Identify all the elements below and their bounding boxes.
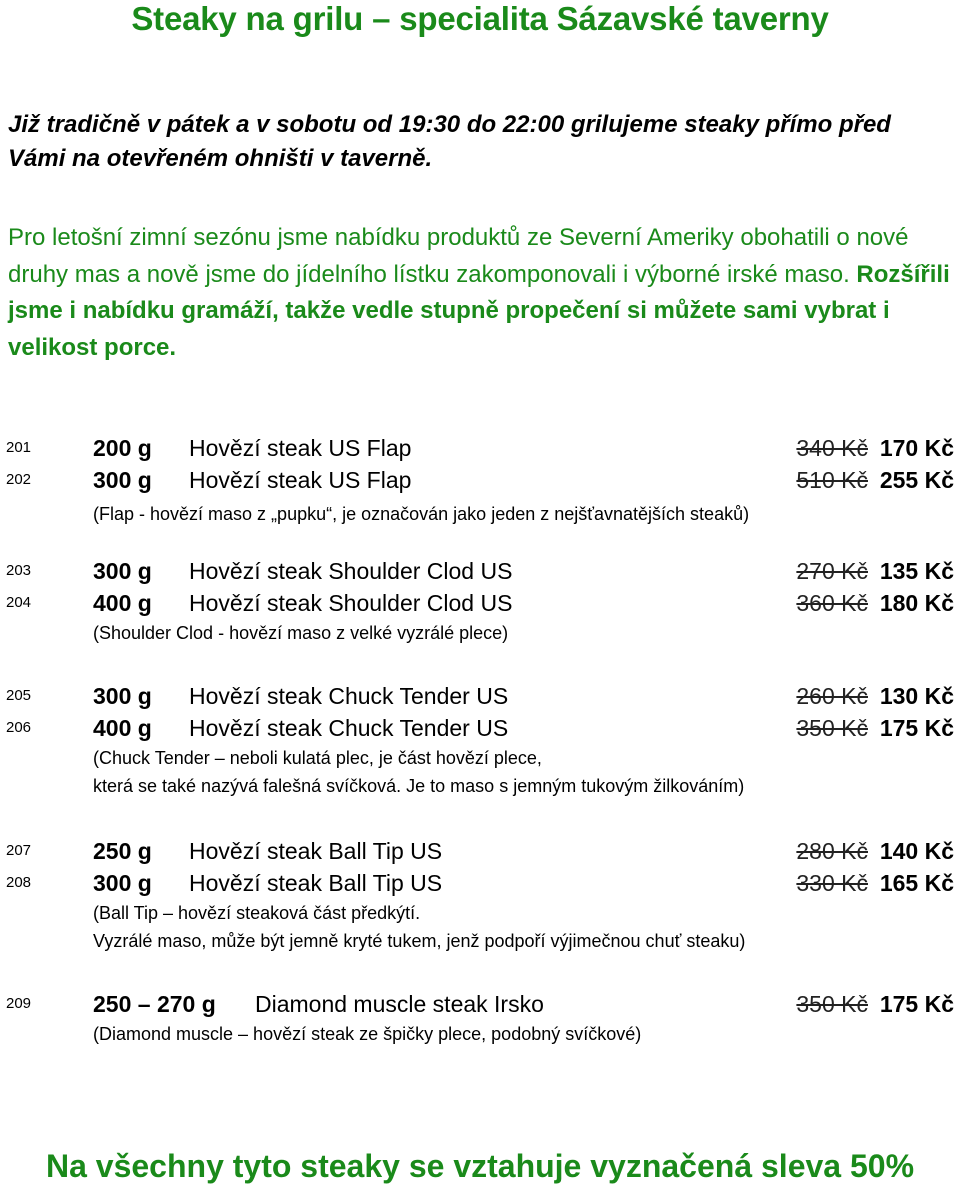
item-weight: 200 g	[93, 435, 152, 461]
item-weight: 300 g	[93, 683, 152, 709]
item-code: 209	[6, 995, 32, 1012]
item-code: 206	[6, 719, 32, 736]
menu-item	[0, 867, 960, 899]
item-note: která se také nazývá falešná svíčková. Je to maso s jemným tukovým žilkováním)	[93, 776, 745, 796]
item-name: Hovězí steak Chuck Tender US	[189, 715, 509, 741]
item-note: (Ball Tip – hovězí steaková část předkýtí.	[93, 903, 421, 923]
item-new-price: 175 Kč	[879, 991, 954, 1017]
item-code: 201	[6, 439, 32, 456]
season-paragraph-text: Pro letošní zimní sezónu jsme nabídku produktů ze Severní Ameriky obohatili o nové druhy mas a nově jsme do jídelního lístku zakomponovali i výborné irské maso.	[8, 224, 909, 288]
item-new-price: 180 Kč	[879, 590, 954, 616]
item-weight: 300 g	[93, 870, 152, 896]
item-old-price: 350 Kč	[796, 715, 868, 741]
menu-item	[0, 680, 960, 712]
discount-footer: Na všechny tyto steaky se vztahuje vyznačená sleva 50%	[45, 1148, 915, 1184]
item-new-price: 170 Kč	[879, 435, 954, 461]
item-old-price: 270 Kč	[796, 558, 868, 584]
item-note: (Shoulder Clod - hovězí maso z velké vyzrálé plece)	[93, 623, 509, 643]
item-name: Hovězí steak US Flap	[189, 467, 412, 493]
item-note: Vyzrálé maso, může být jemně kryté tukem, jenž podpoří výjimečnou chuť steaku)	[93, 931, 746, 951]
item-old-price: 350 Kč	[796, 991, 868, 1017]
item-code: 208	[6, 874, 32, 891]
item-old-price: 280 Kč	[796, 838, 868, 864]
item-name: Hovězí steak Ball Tip US	[189, 870, 443, 896]
menu-item	[0, 835, 960, 867]
item-name: Hovězí steak US Flap	[189, 435, 412, 461]
item-code: 204	[6, 594, 32, 611]
item-code: 207	[6, 842, 32, 859]
item-weight: 300 g	[93, 558, 152, 584]
menu-item	[0, 464, 960, 496]
item-code: 205	[6, 687, 32, 704]
item-code: 202	[6, 471, 32, 488]
item-new-price: 130 Kč	[879, 683, 954, 709]
menu-item	[0, 988, 960, 1020]
item-code: 203	[6, 562, 32, 579]
item-name: Hovězí steak Chuck Tender US	[189, 683, 509, 709]
item-note: (Chuck Tender – neboli kulatá plec, je část hovězí plece,	[93, 748, 542, 768]
item-name: Hovězí steak Shoulder Clod US	[189, 590, 513, 616]
item-weight: 250 – 270 g	[93, 991, 216, 1017]
item-weight: 400 g	[93, 715, 152, 741]
item-weight: 300 g	[93, 467, 152, 493]
item-weight: 250 g	[93, 838, 152, 864]
item-weight: 400 g	[93, 590, 152, 616]
item-new-price: 140 Kč	[879, 838, 954, 864]
item-note: (Diamond muscle – hovězí steak ze špičky plece, podobný svíčkové)	[93, 1024, 642, 1044]
item-old-price: 360 Kč	[796, 590, 868, 616]
page-title: Steaky na grilu – specialita Sázavské taverny	[131, 0, 829, 37]
season-paragraph-bold: Rozšířili jsme i nabídku gramáží, takže vedle stupně propečení si můžete sami vybrat i velikost porce.	[8, 260, 950, 361]
item-old-price: 330 Kč	[796, 870, 868, 896]
item-name: Hovězí steak Shoulder Clod US	[189, 558, 513, 584]
season-paragraph	[8, 220, 953, 366]
item-old-price: 260 Kč	[796, 683, 868, 709]
item-old-price: 340 Kč	[796, 435, 868, 461]
item-old-price: 510 Kč	[796, 467, 868, 493]
menu-item	[0, 555, 960, 587]
item-name: Hovězí steak Ball Tip US	[189, 838, 443, 864]
intro-text: Již tradičně v pátek a v sobotu od 19:30 do 22:00 grilujeme steaky přímo před Vámi na otevřeném ohništi v taverně.	[8, 111, 891, 172]
item-note: (Flap - hovězí maso z „pupku“, je označován jako jeden z nejšťavnatějších steaků)	[93, 504, 750, 524]
item-new-price: 255 Kč	[879, 467, 954, 493]
item-new-price: 175 Kč	[879, 715, 954, 741]
item-name: Diamond muscle steak Irsko	[255, 991, 544, 1017]
menu-item	[0, 712, 960, 744]
item-new-price: 135 Kč	[879, 558, 954, 584]
item-new-price: 165 Kč	[879, 870, 954, 896]
menu-item	[0, 587, 960, 619]
menu-item	[0, 432, 960, 464]
